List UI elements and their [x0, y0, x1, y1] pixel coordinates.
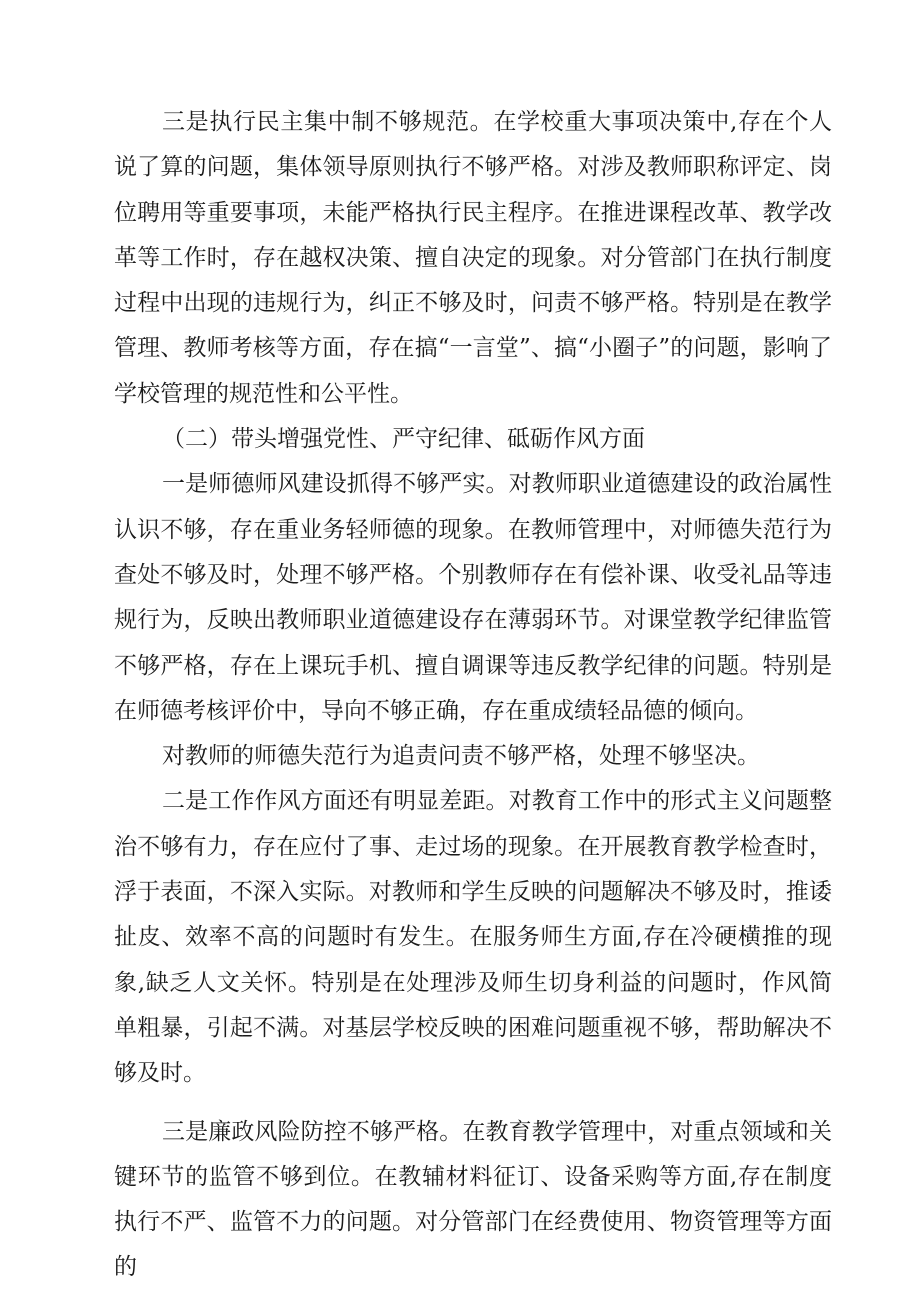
paragraph-teacher-ethics: 一是师德师风建设抓得不够严实。对教师职业道德建设的政治属性认识不够，存在重业务轻师德的现象。在教师管理中，对师德失范行为查处不够及时，处理不够严格。个别教师存在有偿补课、收受礼品等违规行为，反映出教师职业道德建设存在薄弱环节。对课堂教学纪律监管不够严格，存在上课玩手机、擅自调课等违反教学纪律的问题。特别是在师德考核评价中，导向不够正确，存在重成绩轻品德的倾向。: [114, 471, 832, 724]
paragraph-accountability: 对教师的师德失范行为追责问责不够严格，处理不够坚决。: [162, 743, 760, 770]
paragraph-integrity-risk: 三是廉政风险防控不够严格。在教育教学管理中，对重点领域和关键环节的监管不够到位。在教辅材料征订、设备采购等方面,存在制度执行不严、监管不力的问题。对分管部门在经费使用、物资管理等方面的: [114, 1118, 832, 1281]
paragraph-democratic-centralism: 三是执行民主集中制不够规范。在学校重大事项决策中,存在个人说了算的问题，集体领导原则执行不够严格。对涉及教师职称评定、岗位聘用等重要事项，未能严格执行民主程序。在推进课程改革、教学改革等工作时，存在越权决策、擅自决定的现象。对分管部门在执行制度过程中出现的违规行为，纠正不够及时，问责不够严格。特别是在教学管理、教师考核等方面，存在搞“一言堂”、搞“小圈子”的问题，影响了学校管理的规范性和公平性。: [114, 109, 832, 407]
section-heading-party-spirit: （二）带头增强党性、严守纪律、砥砺作风方面: [162, 426, 645, 453]
paragraph-work-style: 二是工作作风方面还有明显差距。对教育工作中的形式主义问题整治不够有力，存在应付了事、走过场的现象。在开展教育教学检查时，浮于表面，不深入实际。对教师和学生反映的问题解决不够及时，推诿扯皮、效率不高的问题时有发生。在服务师生方面,存在冷硬横推的现象,缺乏人文关怀。特别是在处理涉及师生切身利益的问题时，作风简单粗暴，引起不满。对基层学校反映的困难问题重视不够，帮助解决不够及时。: [114, 788, 832, 1087]
document-body: [114, 100, 832, 1291]
